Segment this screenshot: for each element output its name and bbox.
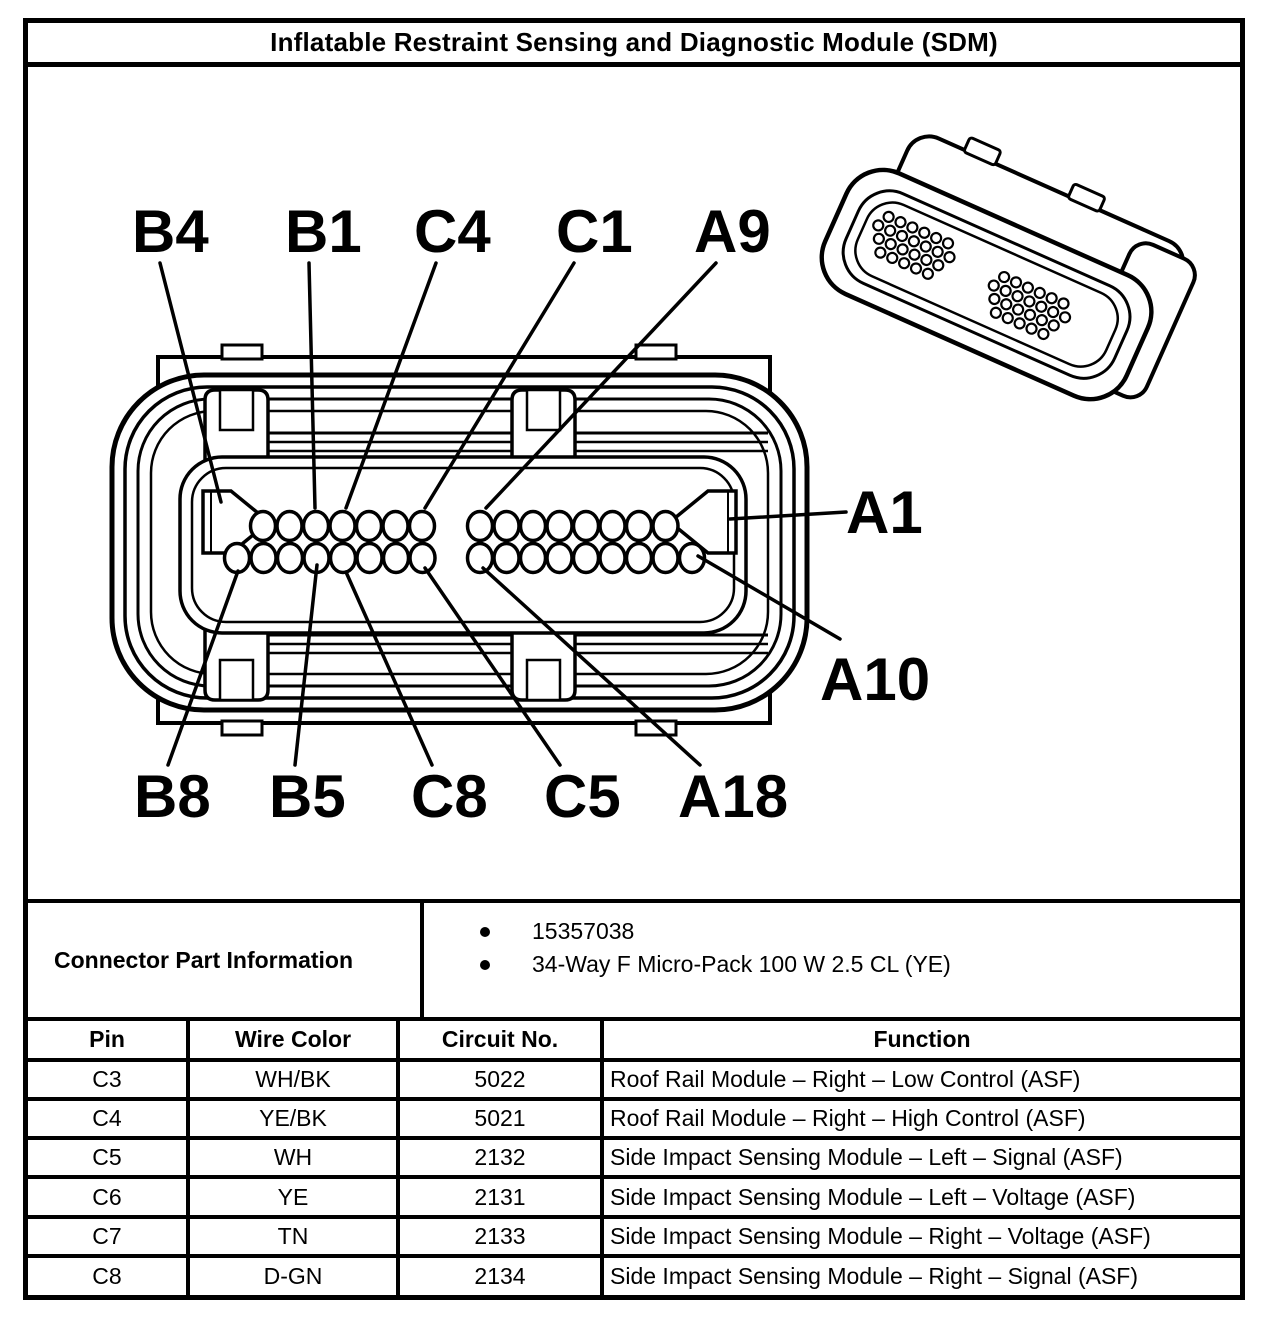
header-circuit-no: Circuit No. — [398, 1021, 602, 1060]
part-number-text: 15357038 — [532, 918, 635, 944]
pin-label-b4: B4 — [132, 198, 209, 265]
connector-type-text: 34-Way F Micro-Pack 100 W 2.5 CL (YE) — [532, 951, 951, 977]
pin-label-b1: B1 — [285, 198, 362, 265]
connector-pinout-drawing — [28, 67, 1240, 899]
pin-label-a10: A10 — [820, 646, 931, 713]
pin-label-b8: B8 — [134, 763, 211, 830]
circuit-no-cell: 5021 — [398, 1099, 602, 1138]
wire-color-cell: D-GN — [188, 1256, 398, 1295]
circuit-no-cell: 5022 — [398, 1060, 602, 1099]
function-cell: Roof Rail Module – Right – High Control (ASF) — [602, 1099, 1240, 1138]
pin-cell: C7 — [28, 1217, 188, 1256]
circuit-no-cell: 2133 — [398, 1217, 602, 1256]
pin-label-a9: A9 — [694, 198, 771, 265]
function-cell: Side Impact Sensing Module – Left – Signal (ASF) — [602, 1138, 1240, 1177]
page-title: Inflatable Restraint Sensing and Diagnostic Module (SDM) — [28, 23, 1240, 67]
table-row — [28, 1177, 1240, 1216]
wire-color-cell: TN — [188, 1217, 398, 1256]
table-row — [28, 1099, 1240, 1138]
connector-diagram-cell — [28, 67, 1240, 903]
wire-color-cell: YE — [188, 1177, 398, 1216]
circuit-no-cell: 2134 — [398, 1256, 602, 1295]
pin-label-c5: C5 — [544, 763, 621, 830]
pin-label-c8: C8 — [411, 763, 488, 830]
circuit-no-cell: 2131 — [398, 1177, 602, 1216]
circuit-no-cell: 2132 — [398, 1138, 602, 1177]
sdm-connector-page — [23, 18, 1245, 1300]
pin-label-c1: C1 — [556, 198, 633, 265]
pin-label-a1: A1 — [846, 479, 923, 546]
function-cell: Side Impact Sensing Module – Right – Voltage (ASF) — [602, 1217, 1240, 1256]
wire-color-cell: WH/BK — [188, 1060, 398, 1099]
pin-label-a18: A18 — [678, 763, 789, 830]
table-row — [28, 1138, 1240, 1177]
function-cell: Side Impact Sensing Module – Left – Voltage (ASF) — [602, 1177, 1240, 1216]
connector-part-info-items — [424, 903, 1240, 1017]
table-row — [28, 1060, 1240, 1099]
bullet-icon — [480, 960, 490, 970]
wire-color-cell: WH — [188, 1138, 398, 1177]
header-wire-color: Wire Color — [188, 1021, 398, 1060]
pin-cell: C3 — [28, 1060, 188, 1099]
connector-type-item — [424, 948, 1240, 981]
pin-table-body — [28, 1060, 1240, 1295]
function-cell: Side Impact Sensing Module – Right – Signal (ASF) — [602, 1256, 1240, 1295]
pin-cell: C5 — [28, 1138, 188, 1177]
part-number-item — [424, 915, 1240, 948]
function-cell: Roof Rail Module – Right – Low Control (ASF) — [602, 1060, 1240, 1099]
header-function: Function — [602, 1021, 1240, 1060]
table-row — [28, 1217, 1240, 1256]
pin-label-b5: B5 — [269, 763, 346, 830]
table-header-row — [28, 1021, 1240, 1060]
pin-cell: C4 — [28, 1099, 188, 1138]
pin-cell: C6 — [28, 1177, 188, 1216]
table-row — [28, 1256, 1240, 1295]
header-pin: Pin — [28, 1021, 188, 1060]
wire-color-cell: YE/BK — [188, 1099, 398, 1138]
connector-part-info-label: Connector Part Information — [28, 903, 424, 1017]
pin-label-c4: C4 — [414, 198, 491, 265]
pin-cell: C8 — [28, 1256, 188, 1295]
connector-part-info-row — [28, 903, 1240, 1021]
pin-function-table — [28, 1021, 1240, 1295]
bullet-icon — [480, 927, 490, 937]
isometric-connector-view — [809, 101, 1210, 422]
